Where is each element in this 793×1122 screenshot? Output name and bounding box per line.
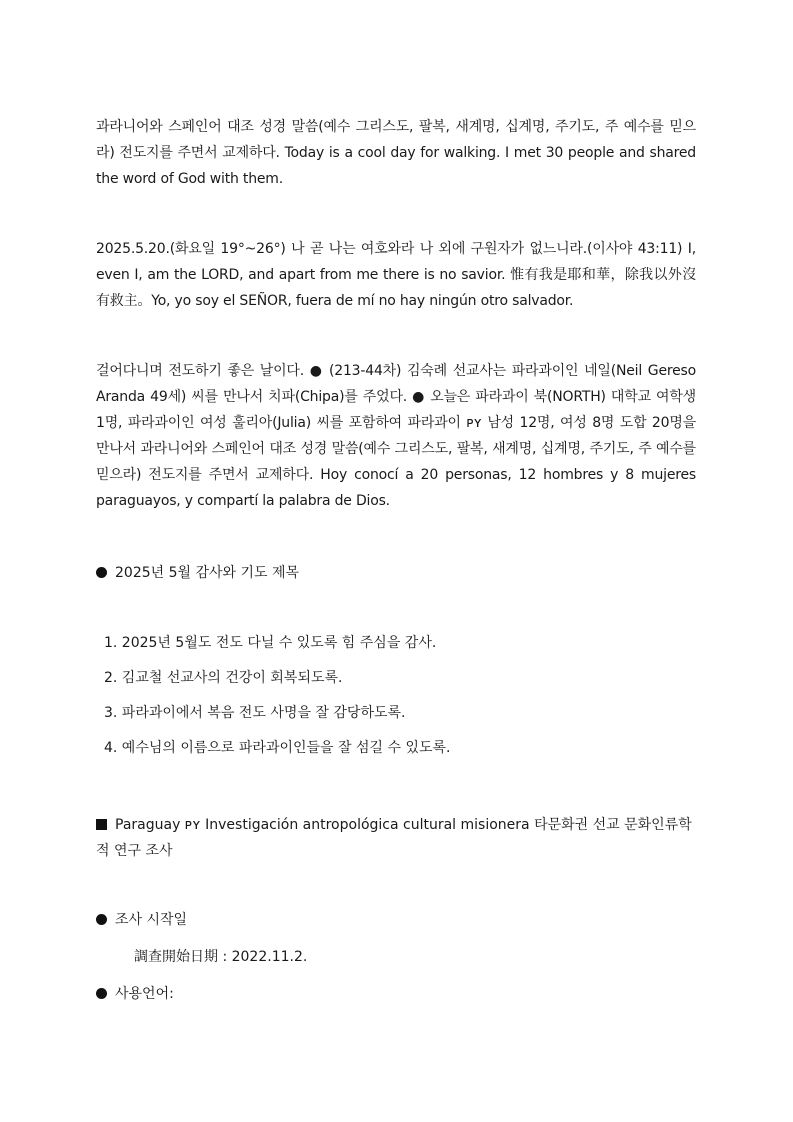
bullet-circle-icon (96, 914, 107, 925)
prayer-heading (96, 560, 696, 586)
paragraph-evangelism-report: 걸어다니며 전도하기 좋은 날이다. ● (213-44차) 김숙례 선교사는 파라과이인 네일(Neil Gereso Aranda 49세) 씨를 만나서 치파(Chipa)를 주었다. ● 오늘은 파라과이 북(NORTH) 대학교 여학생 1명, 파라과이인 여성 훌리아(Julia) 씨를 포함하여 파라과이 ᴘʏ 남성 12명, 여성 8명 도합 20명을 만나서 과라니어와 스페인어 대조 성경 말씀(예수 그리스도, 팔복, 새계명, 십계명, 주기도, 주 예수를 믿으라) 전도지를 주면서 교제하다. Hoy conocí a 20 personas, 12 hombres y 8 mujeres paraguayos, y compartí la palabra de Dios. (96, 363, 696, 509)
paragraph-intro: 과라니어와 스페인어 대조 성경 말씀(예수 그리스도, 팔복, 새계명, 십계명, 주기도, 주 예수를 믿으라) 전도지를 주면서 교제하다. Today is a cool day for walking. I met 30 people and shared the word of God with them. (96, 119, 696, 187)
bullet-circle-icon (96, 988, 107, 999)
bullet-circle-icon (96, 567, 107, 578)
prayer-list (104, 630, 684, 770)
prayer-heading-text: 2025년 5월 감사와 기도 제목 (115, 565, 300, 581)
research-title (96, 812, 696, 864)
list-item: 2. 김교철 선교사의 건강이 회복되도록. (104, 670, 343, 686)
start-date-value: 調查開始日期 : 2022.11.2. (134, 949, 308, 965)
research-title-text: Paraguay ᴘʏ Investigación antropológica cultural misionera 타문화권 선교 문화인류학적 연구 조사 (96, 817, 692, 859)
language-heading (96, 981, 696, 1007)
list-item: 3. 파라과이에서 복음 전도 사명을 잘 감당하도록. (104, 705, 406, 721)
start-date-heading (96, 907, 696, 933)
list-item: 4. 예수님의 이름으로 파라과이인들을 잘 섬길 수 있도록. (104, 740, 451, 756)
start-date-heading-text: 조사 시작일 (115, 912, 188, 928)
paragraph-bible-verse: 2025.5.20.(화요일 19°~26°) 나 곧 나는 여호와라 나 외에 구원자가 없느니라.(이사야 43:11) I, even I, am the LORD, and apart from me there is no savior. 惟有我是耶和華，除我以外沒有救主。Yo, yo soy el SEÑOR, fuera de mí no hay ningún otro salvador. (96, 241, 696, 309)
list-item: 1. 2025년 5월도 전도 다닐 수 있도록 힘 주심을 감사. (104, 635, 437, 651)
language-heading-text: 사용언어: (115, 986, 174, 1002)
bullet-square-icon (96, 819, 107, 830)
